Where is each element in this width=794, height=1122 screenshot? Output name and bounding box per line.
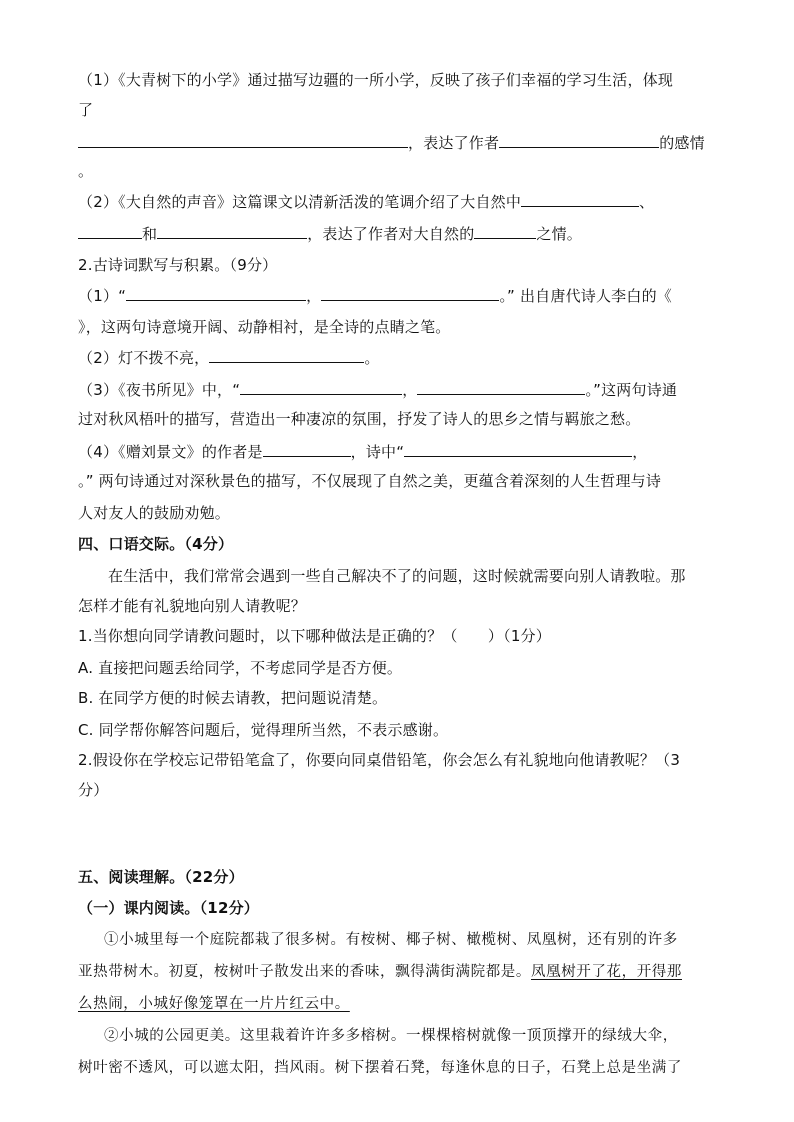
answer-blank[interactable] [404, 440, 632, 457]
passage-para-2-a: ②小城的公园更美。这里栽着许许多多榕树。一棵棵榕树就像一顶顶撑开的绿绒大伞， [104, 1028, 678, 1044]
answer-blank[interactable] [499, 131, 659, 148]
q1-1-line-c: ，表达了作者 的感情 [78, 131, 705, 154]
sec4-option-b: B. 在同学方便的时候去请教，把问题说清楚。 [78, 689, 388, 707]
q1-1-line-a: （1）《大青树下的小学》通过描写边疆的一所小学，反映了孩子们幸福的学习生活，体现 [78, 71, 674, 89]
q1-2-line-b: 和 ，表达了作者对大自然的 之情。 [78, 222, 582, 245]
sec4-intro-a: 在生活中，我们常常会遇到一些自己解决不了的问题，这时候就需要向别人请教啦。那 [108, 567, 686, 585]
sec4-option-a: A. 直接把问题丢给同学，不考虑同学是否方便。 [78, 659, 403, 677]
answer-blank[interactable] [240, 378, 402, 395]
answer-blank[interactable] [126, 284, 306, 301]
answer-blank[interactable] [521, 190, 639, 207]
q2-3-line-b: 过对秋风梧叶的描写，营造出一种凄凉的氛围，抒发了诗人的思乡之情与羁旅之愁。 [78, 410, 641, 428]
section-5-subtitle: （一）课内阅读。（12分） [78, 899, 259, 917]
q2-title: 2.古诗词默写与积累。（9分） [78, 256, 278, 274]
passage-para-1-b: 亚热带树木。初夏，桉树叶子散发出来的香味，飘得满街满院都是。凤凰树开了花，开得那 [78, 964, 682, 980]
q2-4-line-c: 人对友人的鼓励劝勉。 [78, 504, 231, 522]
answer-blank[interactable] [417, 378, 585, 395]
answer-blank[interactable] [78, 222, 142, 239]
sec4-question-1: 1.当你想向同学请教问题时，以下哪种做法是正确的？（ ）（1分） [78, 627, 551, 645]
q1-1-line-d: 。 [78, 162, 94, 180]
passage-para-2-b: 树叶密不透风，可以遮太阳，挡风雨。树下摆着石凳，每逢休息的日子，石凳上总是坐满了 [78, 1060, 682, 1076]
answer-blank[interactable] [157, 222, 307, 239]
q2-3-line-a: （3）《夜书所见》中，“ ， 。”这两句诗通 [78, 378, 677, 401]
q2-1-line-a: （1）“ ， 。” 出自唐代诗人李白的《 [78, 284, 672, 307]
q2-1-line-b: 》，这两句诗意境开阔、动静相衬，是全诗的点睛之笔。 [78, 318, 451, 336]
answer-blank[interactable] [209, 346, 364, 363]
sec4-question-2-a: 2.假设你在学校忘记带铅笔盒了，你要向同桌借铅笔，你会怎么有礼貌地向他请教呢？（3 [78, 751, 681, 769]
underlined-sentence: 么热闹，小城好像笼罩在一片片红云中。 [78, 996, 350, 1012]
answer-blank[interactable] [321, 284, 499, 301]
section-5-title: 五、阅读理解。（22分） [78, 868, 244, 886]
answer-blank[interactable] [78, 131, 408, 148]
sec4-intro-b: 怎样才能有礼貌地向别人请教呢？ [78, 597, 307, 615]
passage-para-1-a: ①小城里每一个庭院都栽了很多树。有桉树、椰子树、橄榄树、凤凰树，还有别的许多 [104, 932, 678, 948]
section-4-title: 四、口语交际。（4分） [78, 535, 234, 553]
q2-4-line-b: 。” 两句诗通过对深秋景色的描写，不仅展现了自然之美，更蕴含着深刻的人生哲理与诗 [78, 472, 662, 490]
sec4-option-c: C. 同学帮你解答问题后，觉得理所当然，不表示感谢。 [78, 721, 449, 739]
answer-blank[interactable] [474, 222, 536, 239]
passage-para-1-c [78, 993, 350, 1015]
sec4-question-2-b: 分） [78, 781, 109, 799]
q1-1-line-b: 了 [78, 101, 94, 119]
q2-2-line: （2）灯不拨不亮， 。 [78, 346, 380, 369]
q2-4-line-a: （4）《赠刘景文》的作者是 ，诗中“ ， [78, 440, 647, 463]
underlined-sentence: 凤凰树开了花，开得那 [531, 964, 682, 980]
q1-2-line-a: （2）《大自然的声音》这篇课文以清新活泼的笔调介绍了大自然中 、 [78, 190, 654, 213]
answer-blank[interactable] [263, 440, 351, 457]
